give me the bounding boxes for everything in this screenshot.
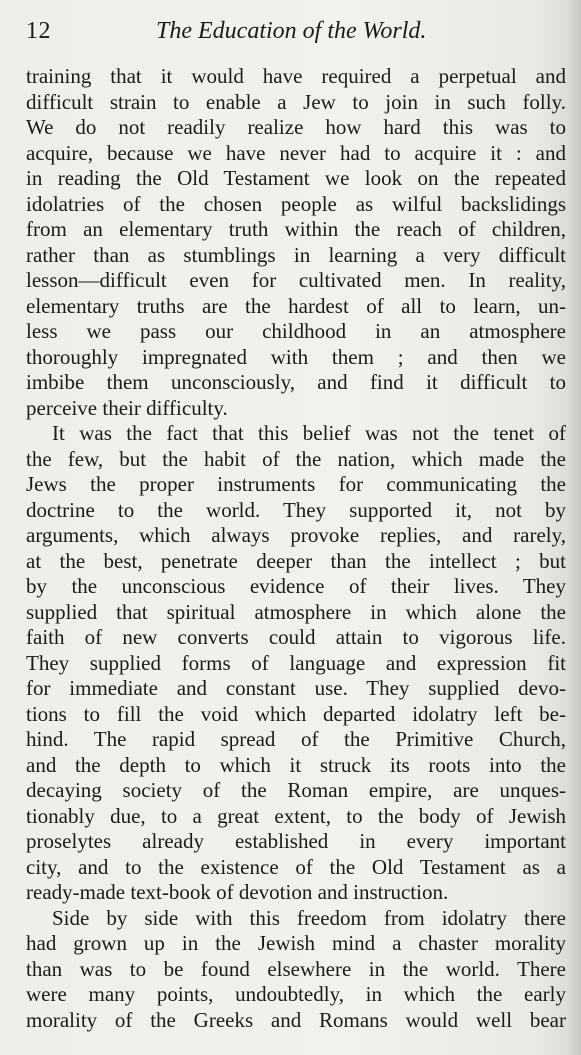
text-line: doctrine to the world. They supported it, not by xyxy=(26,497,566,522)
text-line: tionably due, to a great extent, to the body of Jewish xyxy=(26,803,566,828)
text-line: Jews the proper instruments for communicating the xyxy=(26,472,566,496)
text-line: hind. The rapid spread of the Primitive Church, xyxy=(26,727,566,751)
text-line: in reading the Old Testament we look on the repeated xyxy=(26,166,566,190)
paragraph xyxy=(26,906,566,1034)
text-line: thoroughly impregnated with them ; and then we xyxy=(26,344,566,369)
paragraph xyxy=(26,64,566,421)
text-line: Side by side with this freedom from idolatry there xyxy=(52,905,566,930)
page-header xyxy=(26,14,546,54)
running-title: The Education of the World. xyxy=(156,18,427,44)
text-line: supplied that spiritual atmosphere in which alone the xyxy=(26,599,566,624)
text-line: than was to be found elsewhere in the world. There xyxy=(26,956,566,981)
text-line: tions to fill the void which departed idolatry left be- xyxy=(26,701,566,726)
text-line: perceive their difficulty. xyxy=(26,395,228,420)
text-line: training that it would have required a perpetual and xyxy=(26,64,566,88)
text-line: and the depth to which it struck its roots into the xyxy=(26,752,566,777)
text-line: proselytes already established in every important xyxy=(26,829,566,853)
paragraph xyxy=(26,421,566,906)
text-line: for immediate and constant use. They supplied devo- xyxy=(26,676,566,700)
text-line: faith of new converts could attain to vigorous life. xyxy=(26,625,566,649)
text-line: It was the fact that this belief was not the tenet of xyxy=(52,421,566,445)
page-edge-shadow xyxy=(567,0,581,1055)
text-line: had grown up in the Jewish mind a chaster morality xyxy=(26,931,566,955)
text-line: imbibe them unconsciously, and find it difficult to xyxy=(26,370,566,394)
text-line: They supplied forms of language and expression fit xyxy=(26,650,566,675)
page-body xyxy=(26,64,566,1033)
text-line: We do not readily realize how hard this was to xyxy=(26,115,566,139)
text-line: difficult strain to enable a Jew to join in such folly. xyxy=(26,89,566,114)
page-number: 12 xyxy=(26,18,51,44)
text-line: arguments, which always provoke replies, and rarely, xyxy=(26,523,566,547)
text-line: elementary truths are the hardest of all to learn, un- xyxy=(26,293,566,318)
text-line: less we pass our childhood in an atmosphere xyxy=(26,319,566,343)
text-line: lesson—difficult even for cultivated men. In reality, xyxy=(26,268,566,292)
text-line: idolatries of the chosen people as wilful backslidings xyxy=(26,191,566,216)
text-line: at the best, penetrate deeper than the intellect ; but xyxy=(26,548,566,573)
text-line: the few, but the habit of the nation, which made the xyxy=(26,446,566,471)
text-line: acquire, because we have never had to acquire it : and xyxy=(26,140,566,165)
text-line: from an elementary truth within the reach of children, xyxy=(26,217,566,241)
text-line: were many points, undoubtedly, in which the early xyxy=(26,982,566,1006)
text-line: decaying society of the Roman empire, are unques- xyxy=(26,778,566,802)
text-line: city, and to the existence of the Old Testament as a xyxy=(26,854,566,879)
text-line: rather than as stumblings in learning a very difficult xyxy=(26,242,566,267)
text-line: ready-made text-book of devotion and instruction. xyxy=(26,880,449,904)
text-line: by the unconscious evidence of their lives. They xyxy=(26,574,566,598)
text-line: morality of the Greeks and Romans would well bear xyxy=(26,1007,566,1032)
